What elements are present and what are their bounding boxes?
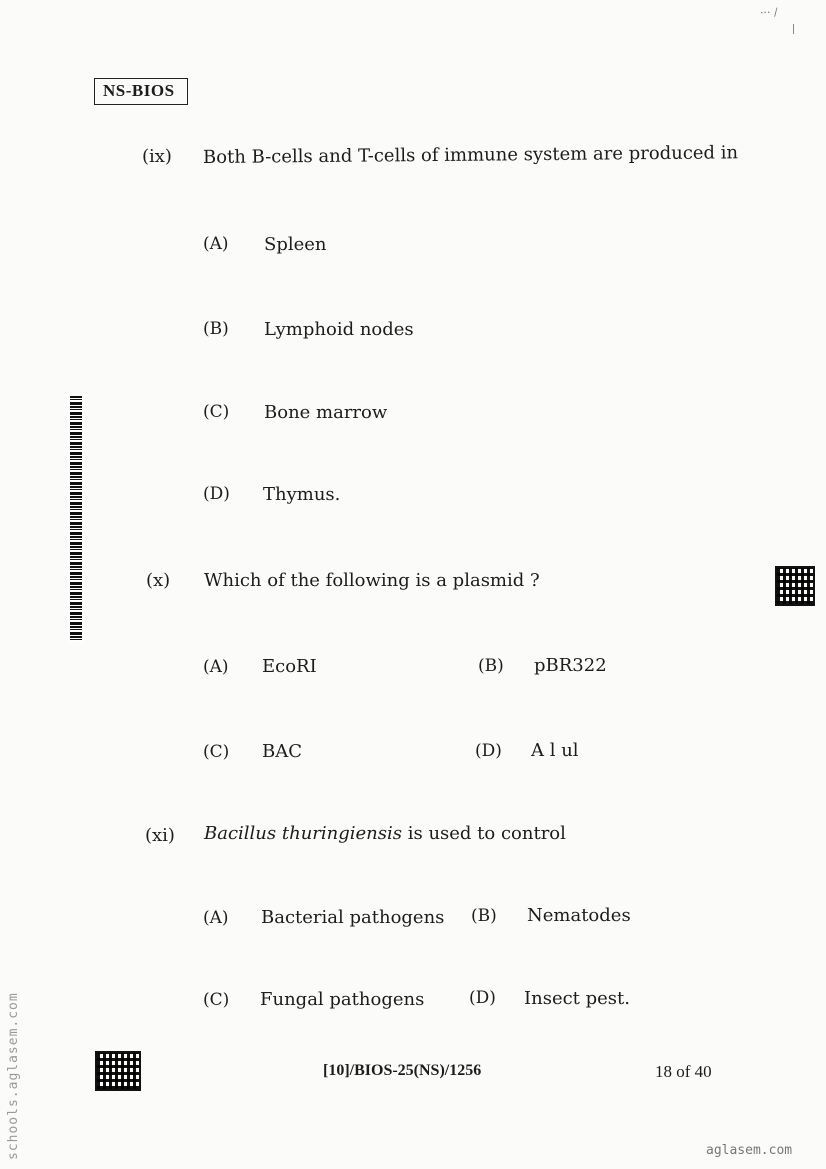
- option-text: EcoRI: [262, 656, 317, 677]
- vertical-barcode: [70, 396, 82, 642]
- option-text: BAC: [262, 741, 302, 762]
- qr-code-icon: [95, 1051, 141, 1091]
- option-letter: (D): [203, 484, 230, 504]
- option-text: A l ul: [531, 740, 579, 761]
- question-text-rest: is used to control: [402, 823, 566, 844]
- option-text: Bone marrow: [264, 402, 388, 423]
- option-text: Spleen: [264, 234, 327, 255]
- page-number: 18 of 40: [655, 1062, 712, 1081]
- side-watermark: schools.aglasem.com: [6, 992, 21, 1160]
- option-text: Bacterial pathogens: [261, 907, 445, 928]
- species-name: Bacillus thuringiensis: [204, 823, 402, 844]
- corner-mark: ··· /: [759, 5, 779, 20]
- option-letter: (C): [203, 990, 230, 1010]
- option-text: Lymphoid nodes: [264, 319, 414, 340]
- question-text: Both B-cells and T-cells of immune system are produced in: [202, 142, 739, 168]
- option-text: pBR322: [534, 655, 607, 676]
- option-text: Fungal pathogens: [260, 989, 425, 1010]
- option-letter: (D): [475, 741, 502, 761]
- option-letter: (A): [203, 234, 229, 254]
- option-letter: (D): [469, 988, 496, 1008]
- option-letter: (B): [478, 656, 504, 676]
- option-letter: (C): [203, 742, 230, 762]
- footer-paper-code: [10]/BIOS-25(NS)/1256: [323, 1062, 482, 1079]
- option-letter: (A): [203, 908, 229, 928]
- option-letter: (B): [471, 906, 497, 926]
- question-number: (xi): [145, 825, 175, 846]
- corner-tick: [793, 24, 794, 34]
- question-text: [204, 823, 566, 844]
- option-text: Insect pest.: [524, 988, 630, 1009]
- option-letter: (A): [203, 657, 229, 677]
- paper-code-box: NS-BIOS: [94, 78, 188, 105]
- question-number: (ix): [142, 146, 172, 167]
- option-letter: (C): [203, 402, 230, 422]
- option-text: Nematodes: [527, 905, 631, 926]
- question-number: (x): [146, 570, 171, 591]
- qr-code-icon: [775, 566, 815, 606]
- question-text: Which of the following is a plasmid ?: [204, 570, 540, 591]
- option-letter: (B): [203, 319, 229, 339]
- option-text: Thymus.: [263, 484, 341, 505]
- watermark: aglasem.com: [706, 1143, 793, 1158]
